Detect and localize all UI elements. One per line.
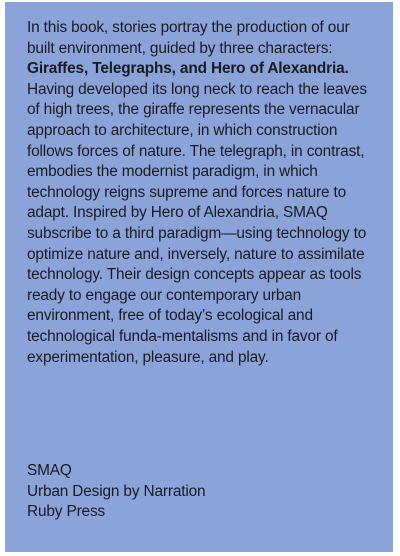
blurb-text [27,18,371,368]
blurb-characters: Giraffes, Telegraphs, and Hero of Alexandria. [27,60,349,78]
credits-block [27,461,205,523]
book-title: Urban Design by Narration [27,482,206,500]
blurb-body: Having developed its long neck to reach the leaves of high trees, the giraffe represents the vernacular approach to architecture, in which construction follows forces of nature. The telegraph, in contrast, embodies the modernist paradigm, in which technology reigns supreme and forces nature to adapt. Inspired by Hero of Alexandria, SMAQ subscribe to a third paradigm—using technology to optimize nature and, inversely, nature to assimilate technology. Their design concepts appear as tools ready to engage our contemporary urban environment, free of today’s ecological and technological funda-mentalisms and in favor of experimentation, pleasure, and play. [27,80,367,366]
back-cover [5,2,393,552]
author-name: SMAQ [27,462,72,479]
blurb-intro: In this book, stories portray the production of our built environment, guided by three characters: [27,19,350,57]
publisher-name: Ruby Press [27,503,106,521]
